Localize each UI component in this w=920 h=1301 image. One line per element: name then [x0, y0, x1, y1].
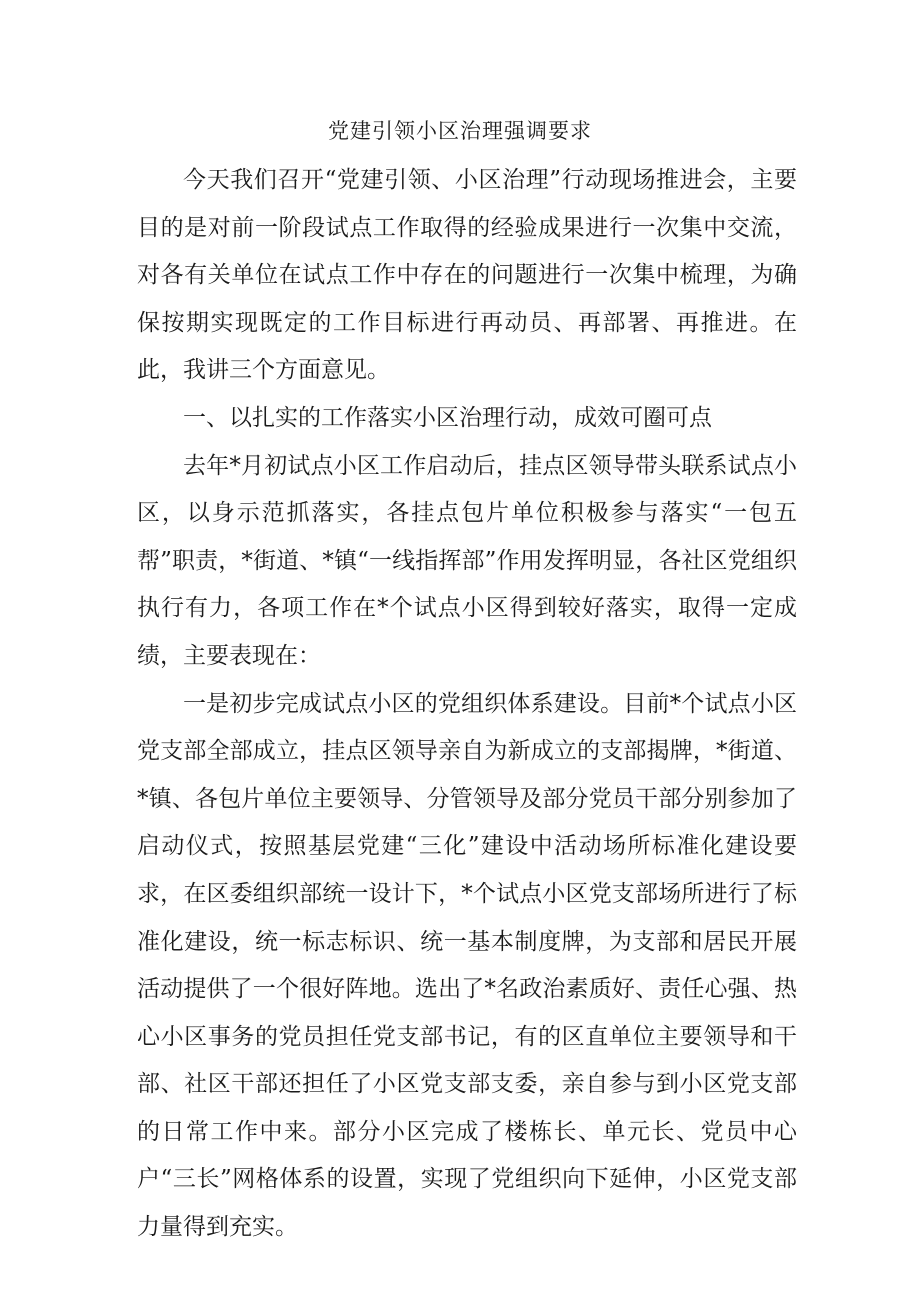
- paragraph-section-1: 去年*月初试点小区工作启动后，挂点区领导带头联系试点小区，以身示范抓落实，各挂点包片单位积极参与落实“一包五帮”职责，*街道、*镇“一线指挥部”作用发挥明显，各社区党组织执行有力，各项工作在*个试点小区得到较好落实，取得一定成绩，主要表现在：: [137, 452, 797, 669]
- document-title: 党建引领小区治理强调要求: [328, 119, 592, 143]
- section-heading-1: 一、以扎实的工作落实小区治理行动，成效可圈可点: [183, 404, 712, 431]
- document-body: [137, 157, 797, 1252]
- paragraph-intro: 今天我们召开“党建引领、小区治理”行动现场推进会，主要目的是对前一阶段试点工作取得的经验成果进行一次集中交流，对各有关单位在试点工作中存在的问题进行一次集中梳理，为确保按期实现既定的工作目标进行再动员、再部署、再推进。在此，我讲三个方面意见。: [137, 167, 797, 384]
- paragraph-point-1: 一是初步完成试点小区的党组织体系建设。目前*个试点小区党支部全部成立，挂点区领导亲自为新成立的支部揭牌，*街道、*镇、各包片单位主要领导、分管领导及部分党员干部分别参加了启动仪式，按照基层党建“三化”建设中活动场所标准化建设要求，在区委组织部统一设计下，*个试点小区党支部场所进行了标准化建设，统一标志标识、统一基本制度牌，为支部和居民开展活动提供了一个很好阵地。选出了*名政治素质好、责任心强、热心小区事务的党员担任党支部书记，有的区直单位主要领导和干部、社区干部还担任了小区党支部支委，亲自参与到小区党支部的日常工作中来。部分小区完成了楼栋长、单元长、党员中心户“三长”网格体系的设置，实现了党组织向下延伸，小区党支部力量得到充实。: [137, 690, 797, 1241]
